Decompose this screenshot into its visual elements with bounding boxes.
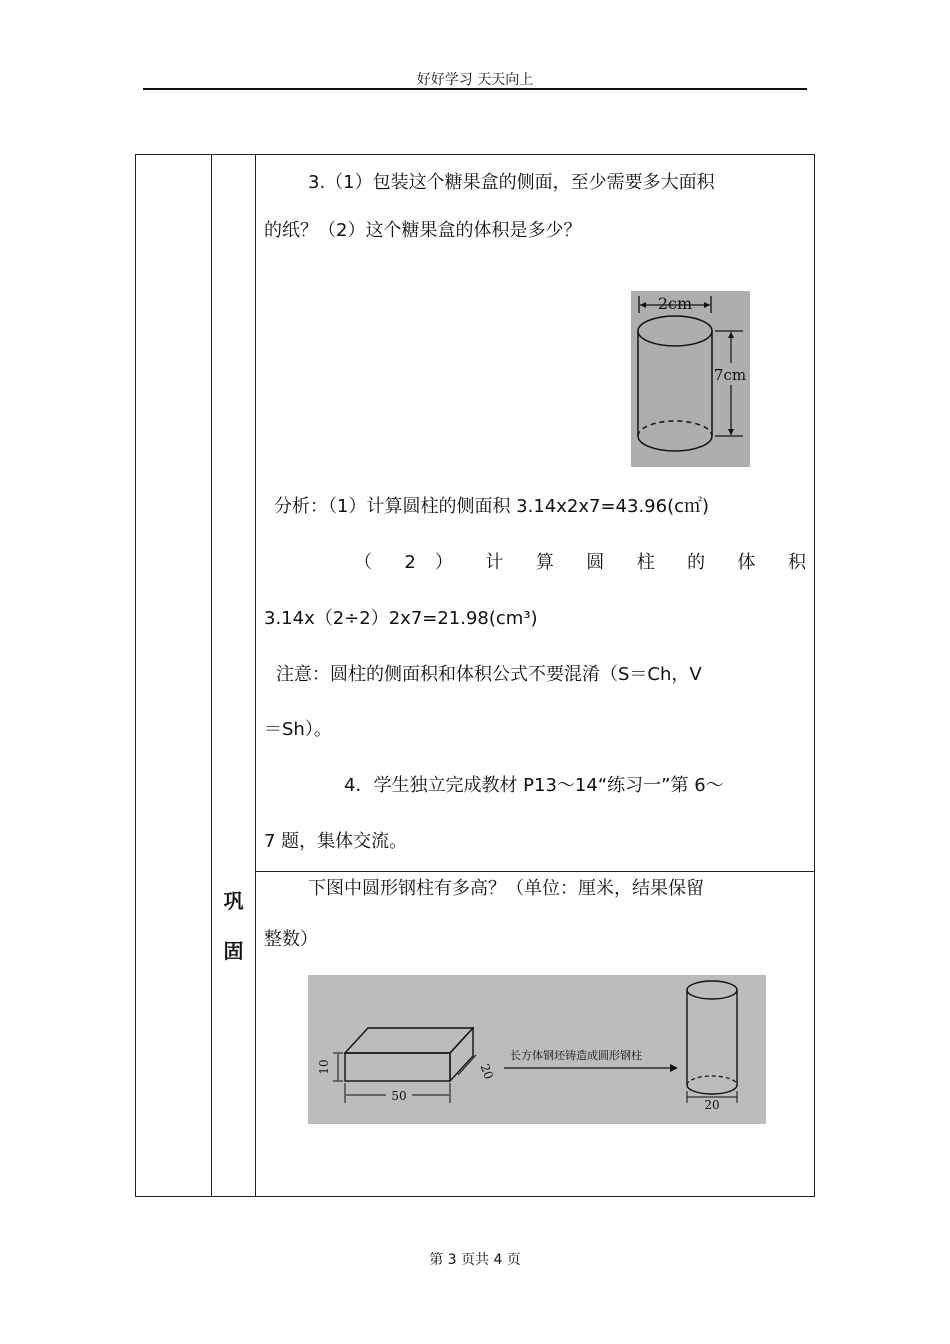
page-footer: 第 3 页共 4 页 — [429, 1252, 521, 1268]
arrow-label: 长方体钢坯铸造成圆形钢柱 — [510, 1049, 642, 1062]
consolidate-question-line-2: 整数） — [264, 929, 318, 950]
q4-line-2: 7 题，集体交流。 — [264, 831, 408, 852]
block-length-label: 50 — [391, 1089, 407, 1103]
block-depth-label: 20 — [477, 1062, 496, 1082]
lesson-table — [135, 154, 815, 1197]
column-divider-1 — [211, 155, 212, 1196]
q4-line-1: 4．学生独立完成教材 P13～14“练习一”第 6～ — [344, 775, 724, 796]
analysis-line-2: （ 2 ） 计 算 圆 柱 的 体 积 — [354, 552, 806, 573]
diameter-label: 2cm — [657, 294, 693, 313]
steel-casting-figure — [308, 975, 766, 1124]
cylinder-drawing — [631, 291, 750, 467]
q3-line-1: 3.（1）包装这个糖果盒的侧面，至少需要多大面积 — [308, 172, 715, 193]
cylinder-diameter-label: 20 — [704, 1098, 720, 1112]
column-divider-2 — [255, 155, 256, 1196]
analysis-line-1: 分析：（1）计算圆柱的侧面积 3.14x2x7=43.96(c㎡) — [274, 496, 710, 517]
page-header: 好好学习 天天向上 — [416, 72, 534, 88]
height-label: 7cm — [713, 366, 747, 384]
q3-line-2: 的纸？（2）这个糖果盒的体积是多少？ — [264, 220, 582, 241]
note-line-1: 注意：圆柱的侧面积和体积公式不要混淆（S＝Ch，V — [276, 664, 702, 685]
cylinder-figure — [631, 291, 750, 467]
consolidate-question-line-1: 下图中圆形钢柱有多高？（单位：厘米，结果保留 — [308, 878, 704, 899]
consolidate-label-1: 巩 — [223, 889, 244, 913]
block-height-label: 10 — [317, 1059, 331, 1075]
analysis-line-3: 3.14x（2÷2）2x7=21.98(cm³) — [264, 608, 538, 629]
header-rule — [143, 88, 807, 90]
steel-casting-drawing — [308, 975, 766, 1124]
note-line-2: ＝Sh）。 — [264, 719, 332, 740]
consolidate-label-2: 固 — [223, 939, 244, 963]
